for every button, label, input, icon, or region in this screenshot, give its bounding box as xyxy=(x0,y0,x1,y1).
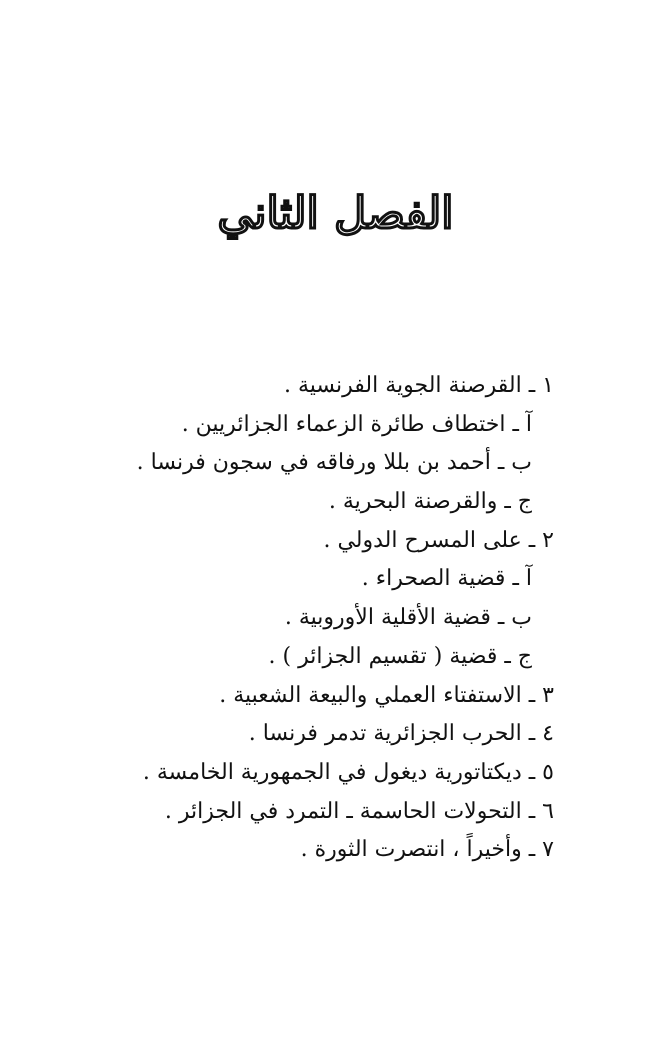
toc-item-5: ٥ ـ ديكتاتورية ديغول في الجمهورية الخامسة . xyxy=(142,759,554,785)
chapter-title: الفصل الثاني xyxy=(217,188,454,239)
toc-item-3: ٣ ـ الاستفتاء العملي والبيعة الشعبية . xyxy=(219,682,554,708)
toc-subitem-2b: ب ـ قضية الأقلية الأوروبية . xyxy=(284,605,532,631)
table-of-contents xyxy=(34,367,554,870)
toc-subitem-1a: آ ـ اختطاف طائرة الزعماء الجزائريين . xyxy=(181,411,532,437)
toc-subitem-2a: آ ـ قضية الصحراء . xyxy=(361,566,532,592)
toc-subitem-1b: ب ـ أحمد بن بللا ورفاقه في سجون فرنسا . xyxy=(136,450,532,476)
toc-subitem-1c: ج ـ والقرصنة البحرية . xyxy=(328,489,532,515)
toc-item-1: ١ ـ القرصنة الجوية الفرنسية . xyxy=(284,373,554,398)
toc-subitem-2c: ج ـ قضية ( تقسيم الجزائر ) . xyxy=(268,643,532,669)
toc-item-4: ٤ ـ الحرب الجزائرية تدمر فرنسا . xyxy=(248,721,554,747)
toc-item-2: ٢ ـ على المسرح الدولي . xyxy=(323,527,554,553)
toc-item-7: ٧ ـ وأخيراً ، انتصرت الثورة . xyxy=(300,837,554,863)
toc-item-6: ٦ ـ التحولات الحاسمة ـ التمرد في الجزائر . xyxy=(164,798,554,824)
